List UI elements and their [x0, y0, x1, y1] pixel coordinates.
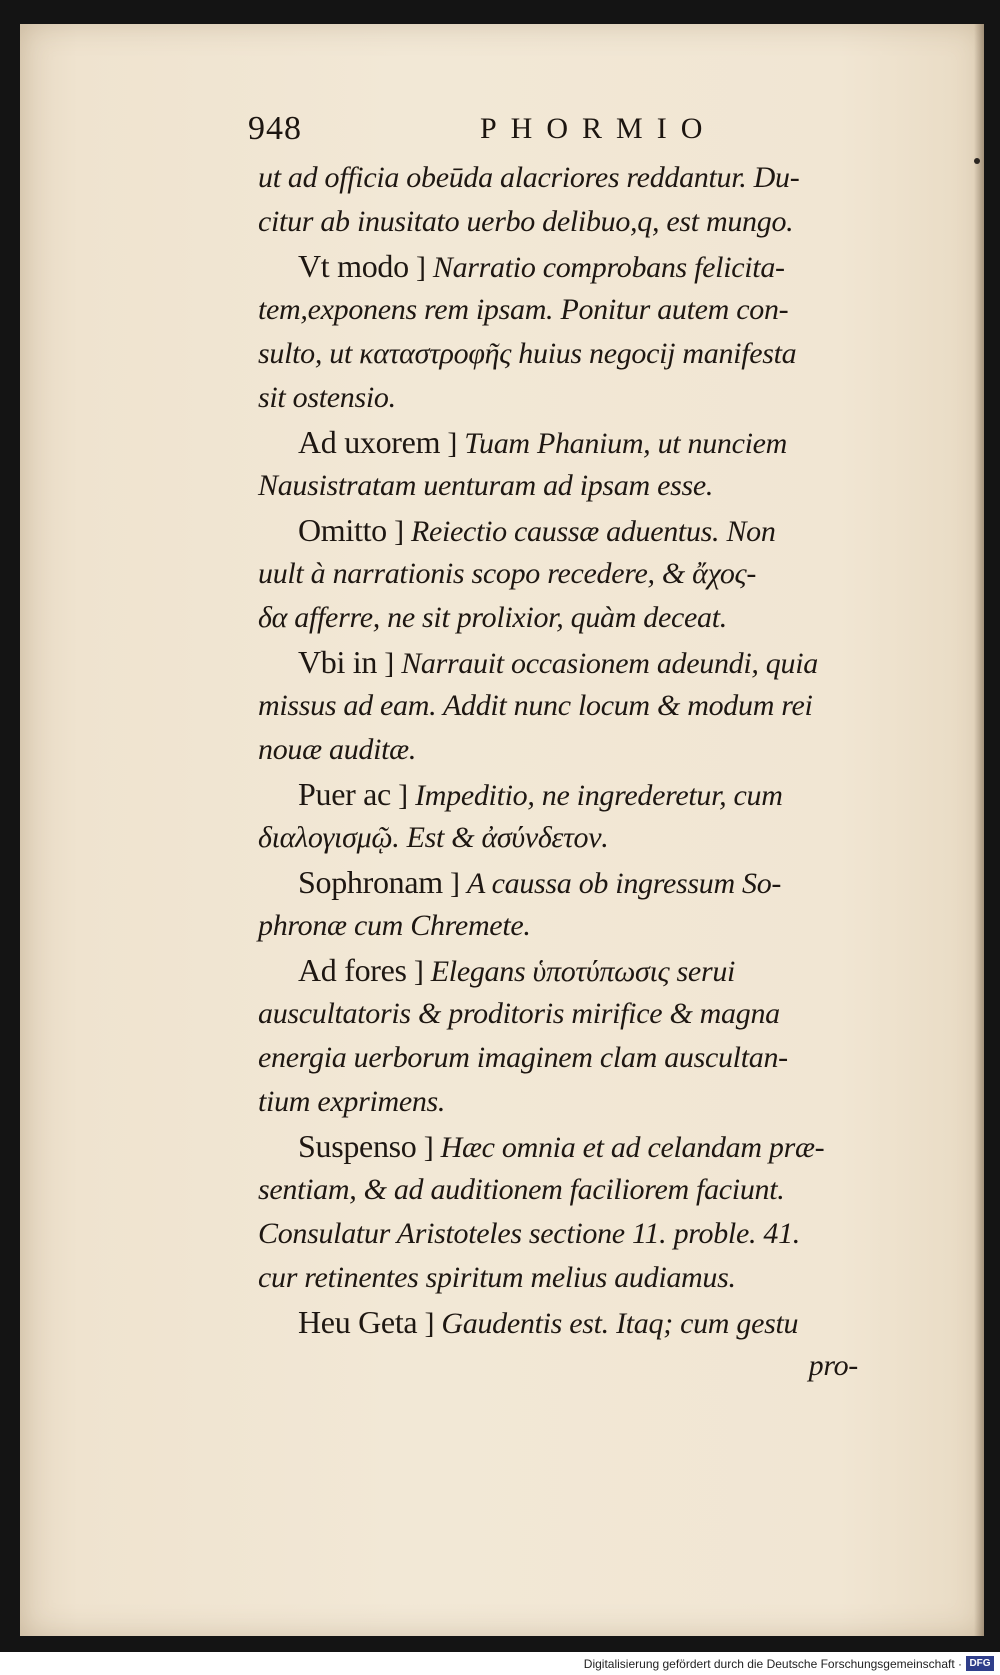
line-text: Hæc omnia et ad celandam præ- — [440, 1131, 825, 1164]
page-number: 948 — [248, 110, 302, 147]
lemma-line — [258, 1300, 898, 1344]
page-header — [248, 110, 908, 154]
line-text: cur retinentes spiritum melius audiamus. — [258, 1261, 736, 1294]
lemma-word: Vt modo — [298, 248, 409, 284]
lemma-word: Puer ac — [298, 776, 391, 812]
lemma-line — [258, 948, 898, 992]
lemma-word: Sophronam — [298, 864, 443, 900]
line-text: Reiectio caussæ aduentus. Non — [410, 515, 776, 548]
lemma-bracket: ] — [386, 515, 411, 548]
margin-mark — [974, 158, 980, 164]
text-line — [258, 1036, 898, 1080]
line-text: sulto, ut καταστροφῆς huius negocij manifesta — [258, 337, 797, 370]
funding-credit: Digitalisierung gefördert durch die Deutsche Forschungsgemeinschaft · — [583, 1657, 962, 1671]
lemma-line — [258, 640, 898, 684]
line-text: Gaudentis est. Itaq; cum gestu — [441, 1307, 799, 1340]
line-text: Narrauit occasionem adeundi, quia — [401, 647, 818, 680]
text-line — [258, 992, 898, 1036]
line-text: phronæ cum Chremete. — [258, 909, 531, 942]
line-text: διαλογισμῷ. Est & ἀσύνδετον. — [258, 821, 609, 854]
text-line — [258, 332, 898, 376]
dfg-logo: DFG — [966, 1656, 994, 1671]
lemma-bracket: ] — [416, 1131, 441, 1164]
lemma-bracket: ] — [377, 647, 402, 680]
text-line — [258, 464, 898, 508]
line-text: Elegans ὑποτύπωσις serui — [430, 955, 736, 988]
line-text: tium exprimens. — [258, 1085, 446, 1118]
footer-bar — [0, 1655, 1000, 1675]
line-text: Consulatur Aristoteles sectione 11. proble. 41. — [258, 1217, 800, 1250]
line-text: citur ab inusitato uerbo delibuo,q, est mungo. — [258, 205, 794, 238]
text-line — [258, 1168, 898, 1212]
lemma-bracket: ] — [406, 955, 431, 988]
text-line — [258, 684, 898, 728]
text-line — [258, 904, 898, 948]
lemma-bracket: ] — [390, 779, 416, 812]
text-line — [258, 1080, 898, 1124]
lemma-bracket: ] — [408, 251, 433, 284]
line-text: sit ostensio. — [258, 381, 396, 414]
commentary-text — [258, 156, 898, 1388]
line-text: ut ad officia obeūda alacriores reddantur. Du- — [258, 161, 800, 194]
lemma-word: Vbi in — [298, 644, 378, 680]
lemma-bracket: ] — [417, 1307, 442, 1340]
text-line — [258, 728, 898, 772]
lemma-line — [258, 1124, 898, 1168]
lemma-word: Ad uxorem — [298, 424, 441, 460]
lemma-line — [258, 420, 898, 464]
line-text: energia uerborum imaginem clam auscultan- — [258, 1041, 788, 1074]
line-text: Narratio comprobans felicita- — [432, 251, 785, 284]
lemma-bracket: ] — [442, 867, 467, 900]
lemma-bracket: ] — [440, 427, 465, 460]
line-text: sentiam, & ad auditionem faciliorem faciunt. — [258, 1173, 785, 1206]
lemma-word: Omitto — [298, 512, 387, 548]
line-text: missus ad eam. Addit nunc locum & modum rei — [258, 689, 813, 722]
lemma-line — [258, 244, 898, 288]
lemma-line — [258, 772, 898, 816]
line-text: δα afferre, ne sit prolixior, quàm deceat. — [258, 601, 727, 634]
text-line — [258, 288, 898, 332]
page-edge-shadow — [974, 24, 984, 1636]
text-line — [258, 156, 898, 200]
text-line — [258, 1256, 898, 1300]
lemma-word: Ad fores — [298, 952, 407, 988]
text-line — [258, 552, 898, 596]
lemma-word: Suspenso — [298, 1128, 417, 1164]
line-text: Impeditio, ne ingrederetur, cum — [415, 779, 783, 812]
line-text: auscultatoris & proditoris mirifice & magna — [258, 997, 780, 1030]
running-head: PHORMIO — [480, 112, 717, 145]
line-text: tem,exponens rem ipsam. Ponitur autem con- — [258, 293, 789, 326]
text-line — [258, 1212, 898, 1256]
text-line — [258, 200, 898, 244]
lemma-word: Heu Geta — [298, 1304, 418, 1340]
text-line — [258, 596, 898, 640]
text-line — [258, 816, 898, 860]
line-text: A caussa ob ingressum So- — [466, 867, 782, 900]
line-text: nouæ auditæ. — [258, 733, 417, 766]
line-text: Nausistratam uenturam ad ipsam esse. — [258, 469, 714, 502]
catchword: pro- — [808, 1349, 858, 1382]
line-text: uult à narrationis scopo recedere, & ἄχος- — [258, 557, 757, 590]
line-text: Tuam Phanium, ut nunciem — [464, 427, 788, 460]
text-line — [258, 376, 898, 420]
lemma-line — [258, 860, 898, 904]
lemma-line — [258, 508, 898, 552]
